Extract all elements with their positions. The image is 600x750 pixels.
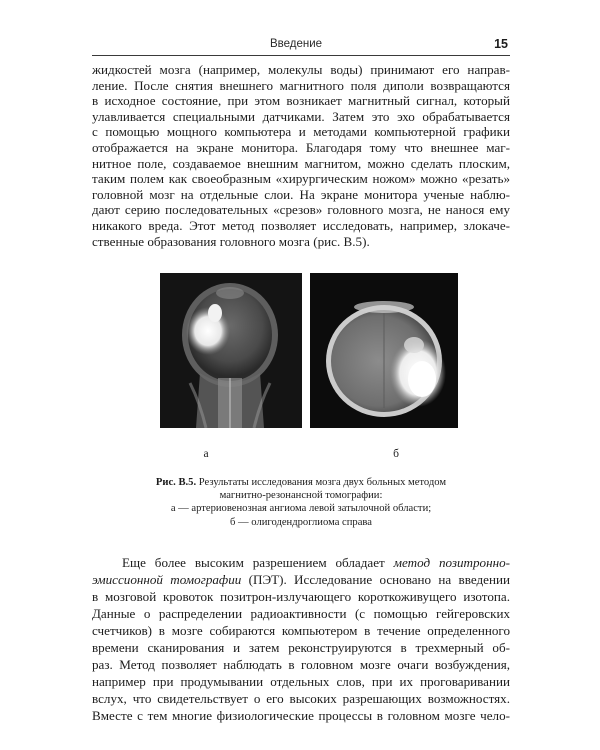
- text-line: Данные о распределении радиоактивности (с помощью гейгеровских: [92, 606, 510, 621]
- paragraph-mri: [92, 62, 510, 249]
- page-number: 15: [494, 37, 508, 51]
- mri-scan-b-image: [310, 273, 458, 428]
- running-header: [92, 37, 510, 56]
- figure-sublabel-b: б: [393, 448, 399, 460]
- caption-title: Результаты исследования мозга двух больных методом: [196, 477, 447, 488]
- figure-sublabel-a: а: [203, 448, 209, 460]
- mri-scan-a-image: [160, 273, 302, 428]
- caption-line: [120, 476, 482, 489]
- caption-line: б — олигодендроглиома справа: [230, 516, 372, 528]
- caption-line: а — артериовенозная ангиома левой затылочной области;: [170, 503, 432, 515]
- text-line: времени сканирования и затем реконструируются в трехмерный об-: [92, 640, 510, 655]
- header-section-title: Введение: [270, 38, 323, 50]
- paragraph-pet: [92, 554, 510, 724]
- text-line: улавливается специальными датчиками. Затем это эхо обрабатывается: [92, 108, 510, 124]
- text-line: дают серию последовательных «срезов» головного мозга, не нанося ему: [92, 202, 510, 218]
- text-line: в исходное состояние, при этом возникает магнитный сигнал, который: [92, 93, 510, 109]
- text-line: ление. После снятия внешнего магнитного поля диполи возвращаются: [92, 77, 510, 93]
- figure-caption: [120, 476, 482, 529]
- text-line: счетчиков) в мозге собираются компьютером в течение определенного: [92, 623, 510, 638]
- text-line: [92, 571, 510, 588]
- pet-intro-text: Еще более высоким разрешением обладает: [122, 555, 394, 570]
- pet-term-part2: эмиссионной томографии: [92, 572, 242, 587]
- pet-term-part1: метод позитронно-: [393, 555, 510, 570]
- text-line: таким полем как своеобразным «хирургическим ножом» можно «резать»: [92, 171, 510, 187]
- pet-text: (ПЭТ). Исследование основано на введении: [241, 572, 510, 587]
- text-line: ственные образования головного мозга (рис. В.5).: [92, 233, 370, 249]
- text-line: отображается на экране монитора. Благодаря тому что внешнее маг-: [92, 139, 510, 155]
- text-line: например при продумывании отдельных слов, при их проговаривании: [92, 674, 510, 689]
- caption-line: магнитно-резонансной томографии:: [219, 490, 383, 502]
- text-line: [92, 554, 510, 571]
- text-line: раз. Метод позволяет наблюдать в головном мозге очаги возбуждения,: [92, 657, 510, 672]
- caption-figure-number: Рис. В.5.: [155, 477, 197, 488]
- text-line: головной мозг на отдельные слои. На экране монитора ученые наблю-: [92, 186, 510, 202]
- text-line: с помощью мощного компьютера и методами компьютерной графики: [92, 124, 510, 140]
- text-line: в мозговой кровоток позитрон-излучающего короткоживущего изотопа.: [92, 589, 510, 604]
- text-line: Вместе с тем многие физиологические процессы в головном мозге чело-: [92, 708, 510, 723]
- text-line: никакого вреда. Этот метод позволяет исследовать, например, злокаче-: [92, 217, 510, 233]
- text-line: нитное поле, создаваемое внешним магнитом, можно сделать плоским,: [92, 155, 510, 171]
- text-line: жидкостей мозга (например, молекулы воды) принимают его направ-: [92, 62, 510, 77]
- text-line: вслух, что свидетельствует о его высоких разрешающих возможностях.: [92, 691, 510, 706]
